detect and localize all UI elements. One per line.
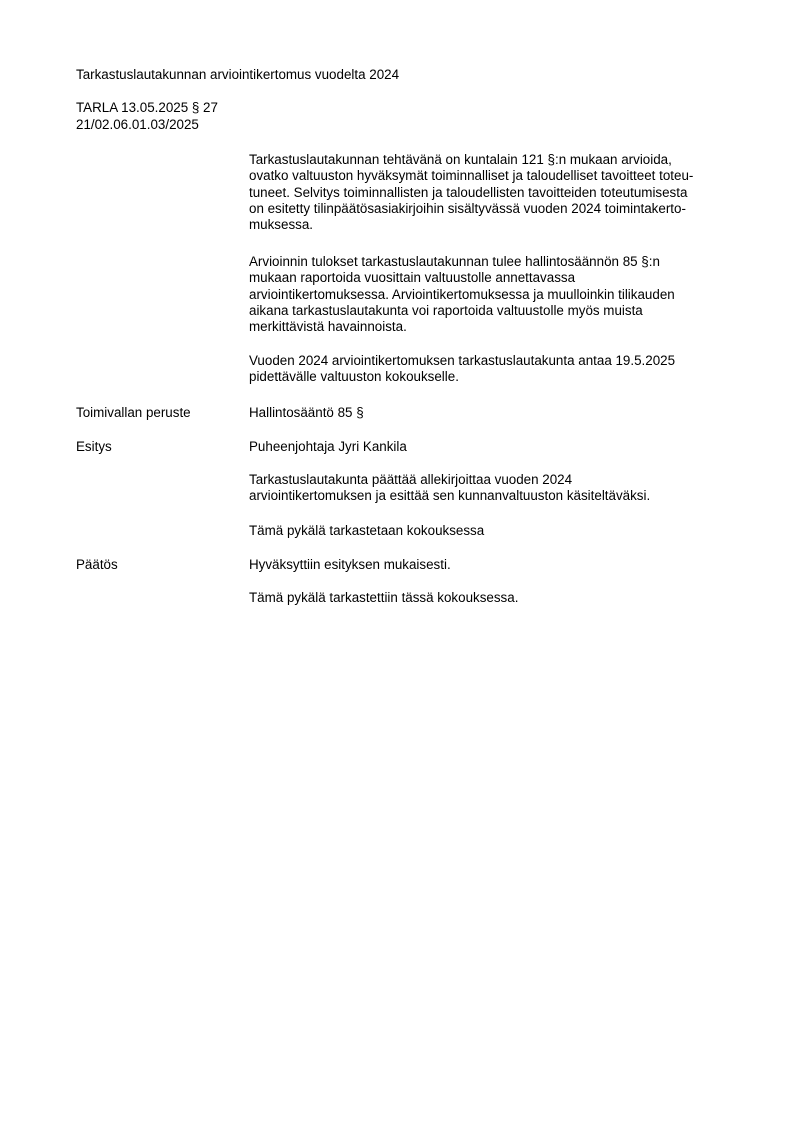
- text-line: merkittävistä havainnoista.: [249, 319, 407, 335]
- record-id: 21/02.06.01.03/2025: [76, 117, 199, 132]
- text-line: ovatko valtuuston hyväksymät toiminnalliset ja taloudelliset tavoitteet toteu-: [249, 168, 694, 184]
- text-line: tuneet. Selvitys toiminnallisten ja taloudellisten tavoitteiden toteutumisesta: [249, 184, 688, 200]
- text-line: muksessa.: [249, 217, 313, 233]
- decision-label: Päätös: [76, 557, 118, 572]
- decision-text: Hyväksyttiin esityksen mukaisesti.: [249, 557, 451, 572]
- intro-paragraph-2: [249, 254, 675, 335]
- authority-label: Toimivallan peruste: [76, 405, 191, 420]
- document-title: Tarkastuslautakunnan arviointikertomus vuodelta 2024: [76, 67, 400, 82]
- proposal-note: Tämä pykälä tarkastetaan kokouksessa: [249, 523, 485, 538]
- text-line: Tarkastuslautakunta päättää allekirjoittaa vuoden 2024: [249, 472, 573, 487]
- proposal-label: Esitys: [76, 439, 112, 454]
- text-line: on esitetty tilinpäätösasiakirjoihin sisältyvässä vuoden 2024 toimintakerto-: [249, 200, 686, 216]
- text-line: pidettävälle valtuuston kokoukselle.: [249, 369, 459, 385]
- authority-text: Hallintosääntö 85 §: [249, 405, 364, 420]
- text-line: mukaan raportoida vuosittain valtuustolle annettavassa: [249, 270, 576, 286]
- decision-note: Tämä pykälä tarkastettiin tässä kokouksessa.: [249, 590, 519, 605]
- text-line: aikana tarkastuslautakunta voi raportoida valtuustolle myös muista: [249, 302, 643, 318]
- meeting-reference: TARLA 13.05.2025 § 27: [76, 100, 218, 115]
- text-line: Tarkastuslautakunnan tehtävänä on kuntalain 121 §:n mukaan arvioida,: [249, 152, 672, 167]
- text-line: arviointikertomuksen ja esittää sen kunnanvaltuuston käsiteltäväksi.: [249, 488, 651, 504]
- text-line: arviointikertomuksessa. Arviointikertomuksessa ja muulloinkin tilikauden: [249, 286, 675, 302]
- text-line: Vuoden 2024 arviointikertomuksen tarkastuslautakunta antaa 19.5.2025: [249, 353, 676, 368]
- intro-paragraph-3: [249, 353, 675, 386]
- proposal-presenter: Puheenjohtaja Jyri Kankila: [249, 439, 407, 454]
- proposal-text: [249, 472, 650, 505]
- text-line: Arvioinnin tulokset tarkastuslautakunnan tulee hallintosäännön 85 §:n: [249, 254, 660, 269]
- intro-paragraph-1: [249, 152, 693, 233]
